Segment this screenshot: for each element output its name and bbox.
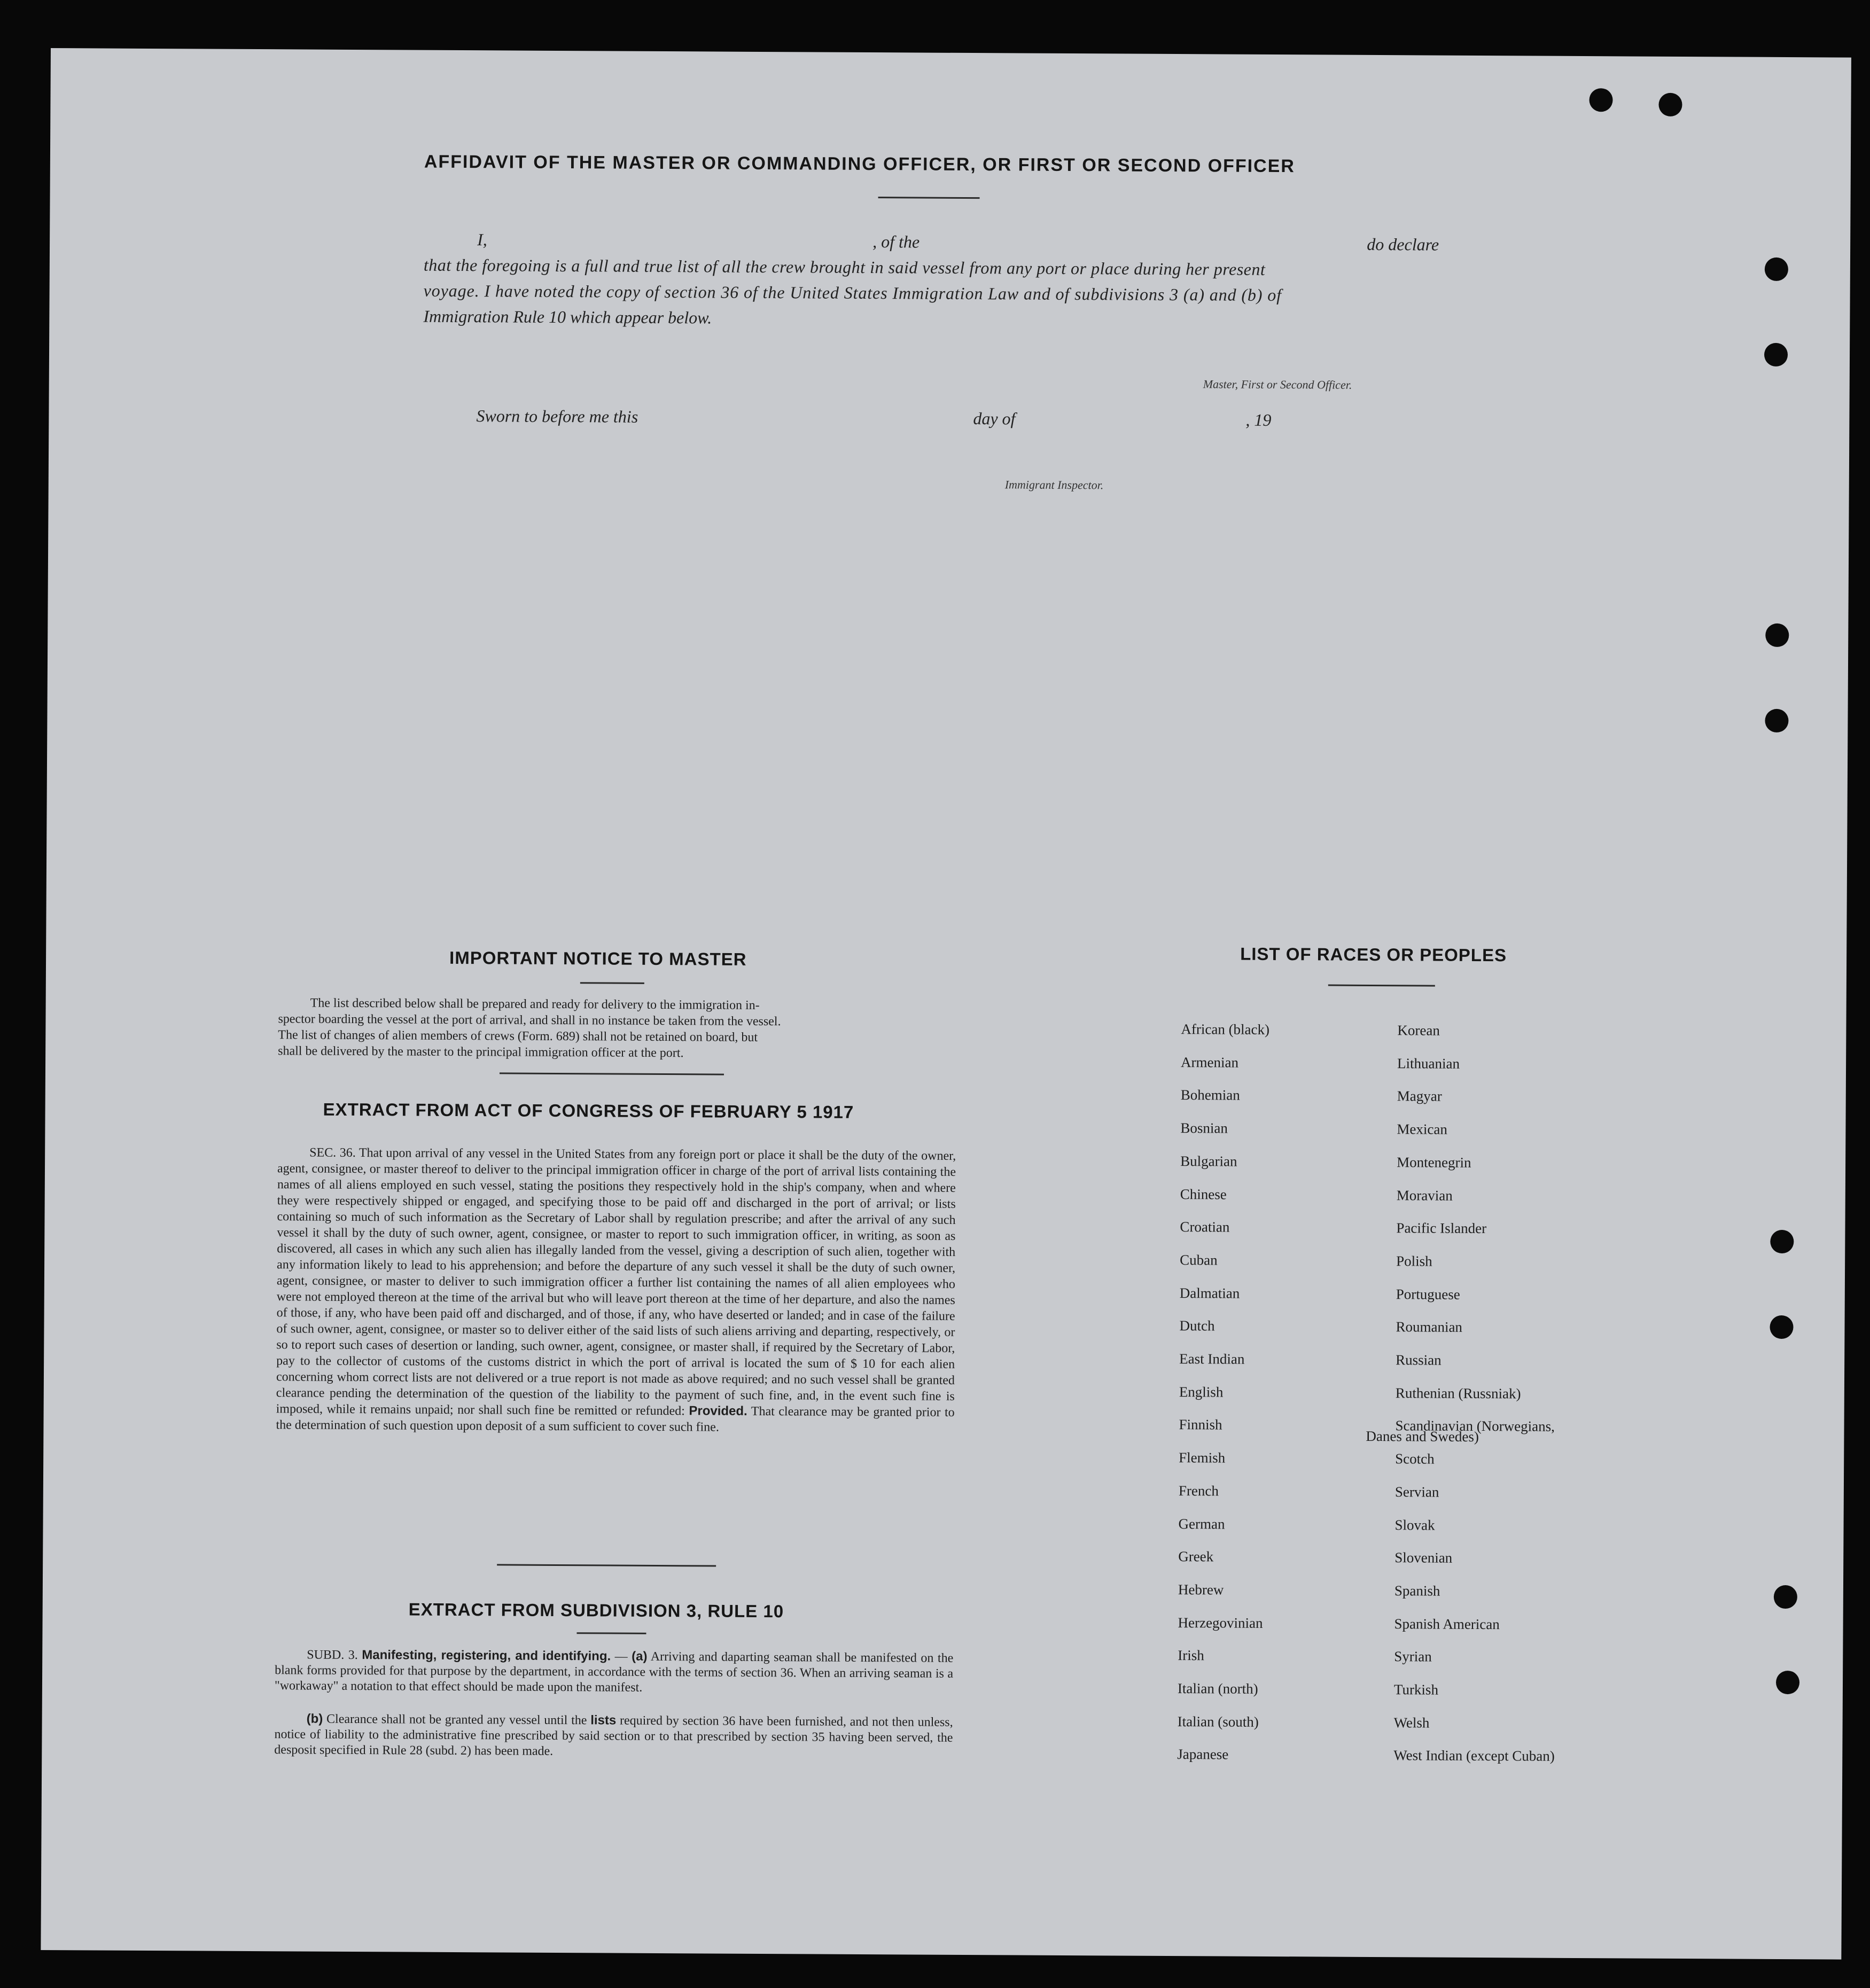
punch-hole	[1765, 258, 1788, 281]
divider	[580, 982, 644, 984]
rule-dash: —	[614, 1649, 628, 1664]
race-item: Italian (north)	[1177, 1680, 1258, 1697]
race-item: Bulgarian	[1180, 1152, 1237, 1170]
race-item: Montenegrin	[1397, 1154, 1471, 1171]
notice-line: The list described below shall be prepared and ready for delivery to the immigration in-	[310, 996, 760, 1012]
notice-line: The list of changes of alien members of crews (Form. 689) shall not be retained on board, but	[278, 1028, 758, 1044]
race-item: Slovenian	[1394, 1549, 1453, 1566]
act-body-end: That clearance may be granted prior to the determination of such question upon deposit of a sum sufficient to cover such fine.	[276, 1404, 955, 1435]
rule-text-a	[275, 1647, 953, 1697]
race-item: Hebrew	[1178, 1581, 1224, 1598]
rule-b-text1: Clearance shall not be granted any vessel until the	[326, 1712, 587, 1728]
document-page	[41, 48, 1851, 1960]
race-item: Russian	[1396, 1352, 1442, 1368]
rule-title: EXTRACT FROM SUBDIVISION 3, RULE 10	[408, 1599, 784, 1621]
race-item: Pacific Islander	[1396, 1220, 1487, 1237]
race-item: Scandinavian (Norwegians,	[1395, 1417, 1555, 1435]
race-item: Armenian	[1181, 1054, 1239, 1071]
punch-hole	[1764, 343, 1788, 367]
race-item: Welsh	[1393, 1714, 1430, 1731]
race-item: Spanish American	[1394, 1615, 1500, 1632]
rule-subd: SUBD. 3.	[307, 1648, 358, 1663]
race-item: Servian	[1394, 1484, 1439, 1500]
year-text: , 19	[1245, 410, 1272, 430]
race-item: German	[1178, 1515, 1225, 1532]
sworn-text: Sworn to before me this	[476, 406, 638, 426]
race-item: Italian (south)	[1177, 1713, 1259, 1730]
divider	[576, 1632, 646, 1634]
race-item: Cuban	[1180, 1251, 1218, 1268]
notice-line: shall be delivered by the master to the principal immigration officer at the port.	[278, 1044, 684, 1061]
race-item: Bosnian	[1180, 1120, 1228, 1136]
affidavit-i: I,	[477, 230, 487, 250]
divider	[497, 1564, 716, 1566]
race-item: English	[1179, 1383, 1224, 1400]
rule-b-lists: lists	[590, 1713, 617, 1728]
race-item: Japanese	[1177, 1746, 1229, 1763]
race-item: Polish	[1396, 1253, 1432, 1269]
affidavit-of-the: , of the	[872, 232, 920, 252]
act-body: SEC. 36. That upon arrival of any vessel in the United States from any foreign port or place it shall be the duty of the owner, agent, consignee, or master thereof to deliver to the principal immigration officer in charge of the port of arrival lists containing the names of all aliens employed en such vessel, stating the positions they respectively hold in the ship's company, when and where they were respectively shipped or engaged, and specifying those to be paid off and discharged in the port of arrival; or lists containing so much of such information as the Secretary of Labor shall by regulation prescribe; and after the arrival of any such vessel it shall by the duty of such owner, agent, consignee, or master to report to such immigration officer, in writing, as soon as discovered, all cases in which any such alien has illegally landed from the vessel, giving a description of such alien, together with any information likely to lead to his apprehension; and before the departure of any such vessel it shall be the duty of such owner, agent, consignee, or master to deliver to such immigration officer a further list containing the names of all alien employees who were not employed thereon at the time of the arrival but who will leave port thereon at the time of her departure, and also the names of those, if any, who have been paid off and discharged, and of those, if any, who have deserted or landed; and in case of the failure of such owner, agent, consignee, or master so to deliver either of the said lists of such aliens arriving and departing, respectively, or so to report such cases of desertion or landing, such owner, agent, consignee, or master shall, if required by the Secretary of Labor, pay to the collector of customs of the customs district in which the port of arrival is located the sum of $ 10 for each alien concerning whom correct lists are not delivered or a true report is not made as above required; and no such vessel shall be granted clearance pending the determination of the question of the liability to the payment of such fine, and, in the event such fine is imposed, while it remains unpaid; nor shall such fine be remitted or refunded:	[276, 1145, 956, 1418]
affidavit-line4: Immigration Rule 10 which appear below.	[423, 306, 712, 328]
divider	[1328, 985, 1435, 987]
act-title: EXTRACT FROM ACT OF CONGRESS OF FEBRUARY 5 1917	[323, 1099, 854, 1122]
race-item: Scotch	[1395, 1451, 1435, 1467]
race-item: West Indian (except Cuban)	[1393, 1747, 1555, 1765]
race-item: East Indian	[1179, 1351, 1245, 1367]
race-item: Slovak	[1394, 1516, 1435, 1533]
punch-hole	[1774, 1585, 1797, 1609]
rule-text-b	[274, 1711, 953, 1761]
rule-a-text: Arriving and daparting seaman shall be manifested on the blank forms provided for that purpose by the department, in accordance with the terms of section 36. When an arriving seaman is a "workaway" a notation to that effect should be made upon the manifest.	[274, 1649, 954, 1695]
act-provided: Provided.	[689, 1404, 747, 1418]
affidavit-title: AFFIDAVIT OF THE MASTER OR COMMANDING OFFICER, OR FIRST OR SECOND OFFICER	[424, 151, 1295, 177]
race-item: Greek	[1178, 1548, 1214, 1565]
race-item: Moravian	[1396, 1187, 1453, 1204]
punch-hole	[1589, 88, 1612, 112]
races-title: LIST OF RACES OR PEOPLES	[1240, 944, 1507, 965]
race-item: Turkish	[1393, 1681, 1439, 1698]
race-item: Chinese	[1180, 1186, 1227, 1203]
race-item: Syrian	[1394, 1648, 1432, 1665]
punch-hole	[1770, 1230, 1794, 1253]
rule-a-label: (a)	[632, 1649, 648, 1664]
divider	[878, 197, 980, 199]
divider	[500, 1072, 724, 1075]
race-item: Dalmatian	[1179, 1284, 1240, 1301]
notice-line: spector boarding the vessel at the port of arrival, and shall in no instance be taken from the vessel.	[278, 1012, 781, 1029]
rule-b-label: (b)	[306, 1711, 323, 1726]
race-item: Spanish	[1394, 1582, 1440, 1599]
race-item: Mexican	[1397, 1121, 1447, 1137]
punch-hole	[1776, 1671, 1799, 1694]
race-item: Korean	[1397, 1022, 1440, 1039]
punch-hole	[1765, 623, 1789, 647]
day-of-text: day of	[973, 409, 1016, 428]
race-item: Croatian	[1180, 1219, 1230, 1235]
rule-b-text2: required by section 36 have been furnished, and not then unless, notice of liability to the administrative fine prescribed by said section or to that prescribed by section 35 having been served, the desposit specified in Rule 28 (subd. 2) has been made.	[274, 1713, 953, 1758]
punch-hole	[1770, 1315, 1793, 1339]
sworn-line	[423, 403, 1331, 433]
race-item: Dutch	[1179, 1317, 1215, 1334]
rule-heading: Manifesting, registering, and identifying.	[362, 1648, 611, 1664]
race-item: French	[1178, 1482, 1219, 1499]
master-signature-label: Master, First or Second Officer.	[1203, 377, 1352, 392]
race-item: Portuguese	[1396, 1285, 1460, 1303]
race-item: Irish	[1178, 1647, 1204, 1664]
notice-text	[278, 995, 957, 1063]
punch-hole	[1765, 709, 1788, 732]
race-item: Roumanian	[1396, 1319, 1463, 1336]
race-item: Bohemian	[1180, 1087, 1240, 1104]
race-item: Herzegovinian	[1178, 1614, 1263, 1631]
race-item: Ruthenian (Russniak)	[1395, 1384, 1521, 1402]
race-item: Finnish	[1179, 1416, 1222, 1433]
affidavit-line2: that the foregoing is a full and true list of all the crew brought in said vessel from any port or place during her present	[423, 255, 1266, 279]
notice-title: IMPORTANT NOTICE TO MASTER	[449, 947, 747, 969]
races-left-column	[51, 48, 1851, 58]
act-text	[276, 1144, 956, 1437]
races-right-column	[51, 48, 1851, 58]
race-continuation: Danes and Swedes)	[1366, 1428, 1479, 1445]
race-item: Lithuanian	[1397, 1055, 1460, 1072]
race-item: Flemish	[1179, 1449, 1226, 1466]
race-item: Magyar	[1397, 1088, 1442, 1105]
race-item: African (black)	[1181, 1021, 1270, 1038]
inspector-signature-label: Immigrant Inspector.	[1004, 478, 1104, 492]
affidavit-declare: do declare	[1367, 234, 1439, 254]
affidavit-line3: voyage. I have noted the copy of section 36 of the United States Immigration Law and of subdivisions 3 (a) and (b) of	[423, 280, 1282, 305]
punch-hole	[1658, 93, 1682, 116]
